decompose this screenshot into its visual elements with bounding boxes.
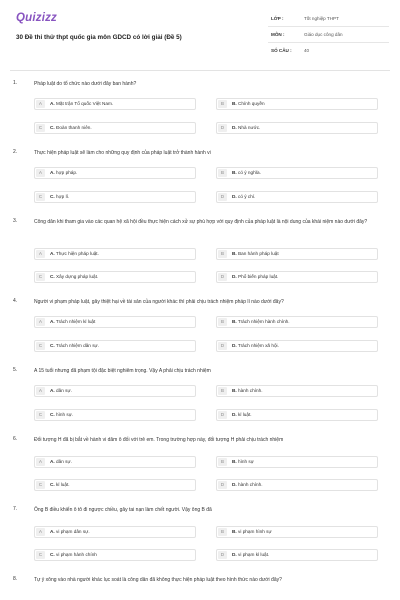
option-key: B.	[232, 251, 237, 256]
option-letter: C	[36, 411, 45, 419]
option-a[interactable]	[34, 98, 196, 110]
question-number: 6.	[13, 436, 18, 442]
option-text: hành chính.	[238, 482, 263, 487]
option-c[interactable]	[34, 409, 196, 421]
question-text: Công dân khi tham gia vào các quan hệ xã hội đều thực hiện cách xử sự phù hợp với quy định của pháp luật là nội dung của khái niệm nào dưới đây?	[34, 219, 368, 225]
option-key: C.	[50, 125, 55, 130]
option-letter: A	[36, 528, 45, 536]
option-text: Thực hiện pháp luật.	[55, 251, 99, 256]
option-c[interactable]	[34, 549, 196, 561]
option-key: D.	[232, 125, 237, 130]
option-key: A.	[50, 459, 55, 464]
option-letter: D	[218, 193, 227, 201]
option-key: C.	[50, 194, 55, 199]
option-text: kỉ luật.	[56, 482, 70, 487]
question-number: 3.	[13, 218, 18, 224]
option-key: B.	[232, 101, 237, 106]
option-text: Trách nhiệm dân sự.	[55, 343, 99, 348]
option-key: B.	[232, 319, 237, 324]
option-text: Xây dựng pháp luật.	[56, 274, 99, 279]
question-number: 4.	[13, 298, 18, 304]
option-letter: C	[36, 551, 45, 559]
option-text: dân sự.	[56, 388, 72, 393]
option-key: C.	[50, 343, 55, 348]
question-text: Pháp luật do tổ chức nào dưới đây ban hành?	[34, 81, 137, 87]
option-c[interactable]	[34, 122, 196, 134]
meta-label: LỚP :	[271, 16, 284, 21]
option-text: hợp lí.	[56, 194, 70, 199]
option-b[interactable]	[216, 526, 378, 538]
option-text: Đoàn thanh niên.	[56, 125, 92, 130]
meta-value: 40	[304, 48, 310, 53]
option-b[interactable]	[216, 167, 378, 179]
option-d[interactable]	[216, 122, 378, 134]
option-letter: B	[218, 458, 227, 466]
option-key: A.	[50, 101, 55, 106]
option-text: Trách nhiệm xã hội.	[237, 343, 279, 348]
option-key: D.	[232, 412, 237, 417]
option-a[interactable]	[34, 456, 196, 468]
question-text: A 15 tuổi nhưng đã phạm tội đặc biệt nghiêm trọng. Vậy A phải chịu trách nhiệm	[34, 368, 211, 374]
option-text: vi phạm kỉ luật.	[238, 552, 270, 557]
option-key: D.	[232, 552, 237, 557]
option-letter: C	[36, 342, 45, 350]
option-letter: B	[218, 318, 227, 326]
question-number: 5.	[13, 367, 18, 373]
option-d[interactable]	[216, 340, 378, 352]
option-d[interactable]	[216, 479, 378, 491]
question-text: Thực hiện pháp luật sẽ làm cho những quy định của pháp luật trở thành hành vi	[34, 150, 211, 156]
option-letter: D	[218, 481, 227, 489]
question-text: Đối tượng H đã bị bắt về hành vi dâm ô đối với trẻ em. Trong trường hợp này, đối tượng H phải chịu trách nhiệm	[34, 437, 284, 443]
page-title: 30 Đề thi thử thpt quốc gia môn GDCD có lời giải (Đề 5)	[16, 34, 182, 41]
option-letter: B	[218, 387, 227, 395]
option-text: hợp pháp.	[56, 170, 78, 175]
option-text: vi phạm dân sự.	[56, 529, 90, 534]
option-b[interactable]	[216, 456, 378, 468]
option-b[interactable]	[216, 385, 378, 397]
option-c[interactable]	[34, 479, 196, 491]
option-text: Trách nhiệm hành chính.	[237, 319, 290, 324]
option-b[interactable]	[216, 98, 378, 110]
option-letter: D	[218, 551, 227, 559]
option-letter: C	[36, 481, 45, 489]
option-key: D.	[232, 482, 237, 487]
option-b[interactable]	[216, 316, 378, 328]
option-text: Mặt trận Tổ quốc Việt Nam.	[56, 101, 114, 106]
option-c[interactable]	[34, 340, 196, 352]
option-key: D.	[232, 274, 237, 279]
option-text: Trách nhiệm kỉ luật	[55, 319, 96, 324]
option-text: có ý nghĩa.	[238, 170, 261, 175]
option-key: B.	[232, 388, 237, 393]
option-letter: B	[218, 528, 227, 536]
option-c[interactable]	[34, 271, 196, 283]
option-letter: C	[36, 124, 45, 132]
option-text: Phổ biến pháp luật.	[238, 274, 279, 279]
option-a[interactable]	[34, 385, 196, 397]
option-key: C.	[50, 274, 55, 279]
option-letter: A	[36, 387, 45, 395]
option-letter: A	[36, 318, 45, 326]
option-text: vi phạm hình sự	[238, 529, 272, 534]
option-d[interactable]	[216, 549, 378, 561]
question-number: 7.	[13, 506, 18, 512]
quizizz-logo: Quizizz	[16, 12, 58, 24]
option-key: D.	[232, 343, 237, 348]
option-letter: D	[218, 411, 227, 419]
option-key: C.	[50, 412, 55, 417]
option-letter: D	[218, 273, 227, 281]
option-text: dân sự.	[56, 459, 72, 464]
option-letter: A	[36, 250, 45, 258]
option-letter: A	[36, 100, 45, 108]
option-a[interactable]	[34, 316, 196, 328]
question-text: Người vi phạm pháp luật, gây thiệt hại về tài sản của người khác thì phải chịu trách nhiệm pháp lí nào dưới đây?	[34, 299, 284, 305]
option-key: B.	[232, 459, 237, 464]
option-text: hành chính.	[238, 388, 263, 393]
option-d[interactable]	[216, 271, 378, 283]
option-key: A.	[50, 529, 55, 534]
meta-value: Giáo dục công dân	[304, 32, 343, 37]
option-text: hình sự.	[56, 412, 74, 417]
option-c[interactable]	[34, 191, 196, 203]
meta-value: Tốt nghiệp THPT	[304, 16, 339, 21]
option-key: D.	[232, 194, 237, 199]
question-number: 2.	[13, 149, 18, 155]
option-b[interactable]	[216, 248, 378, 260]
question-number: 1.	[13, 80, 18, 86]
meta-label: SỐ CÂU :	[271, 48, 292, 53]
question-text: Ông B điều khiển ô tô đi ngược chiều, gây tai nạn làm chết người. Vậy ông B đã	[34, 507, 212, 513]
option-text: kỉ luật.	[238, 412, 252, 417]
option-key: A.	[50, 170, 55, 175]
option-key: C.	[50, 552, 55, 557]
option-letter: C	[36, 193, 45, 201]
option-letter: A	[36, 169, 45, 177]
option-text: Nhà nước.	[238, 125, 261, 130]
option-text: có ý chí.	[238, 194, 256, 199]
option-a[interactable]	[34, 248, 196, 260]
option-d[interactable]	[216, 409, 378, 421]
question-text: Tự ý xông vào nhà người khác lục soát là công dân đã không thực hiện pháp luật theo hình thức nào dưới đây?	[34, 577, 282, 583]
option-letter: B	[218, 100, 227, 108]
option-key: A.	[50, 251, 55, 256]
option-a[interactable]	[34, 167, 196, 179]
option-letter: D	[218, 124, 227, 132]
option-key: C.	[50, 482, 55, 487]
option-text: hình sự	[238, 459, 254, 464]
option-letter: B	[218, 250, 227, 258]
option-key: A.	[50, 388, 55, 393]
option-key: B.	[232, 529, 237, 534]
option-a[interactable]	[34, 526, 196, 538]
option-key: B.	[232, 170, 237, 175]
option-text: vi phạm hành chính	[56, 552, 97, 557]
question-number: 8.	[13, 576, 18, 582]
option-letter: D	[218, 342, 227, 350]
option-letter: A	[36, 458, 45, 466]
meta-label: MÔN :	[271, 32, 285, 37]
option-key: A.	[50, 319, 55, 324]
option-letter: B	[218, 169, 227, 177]
option-letter: C	[36, 273, 45, 281]
option-text: Ban hành pháp luật	[238, 251, 279, 256]
option-d[interactable]	[216, 191, 378, 203]
option-text: Chính quyền	[238, 101, 265, 106]
